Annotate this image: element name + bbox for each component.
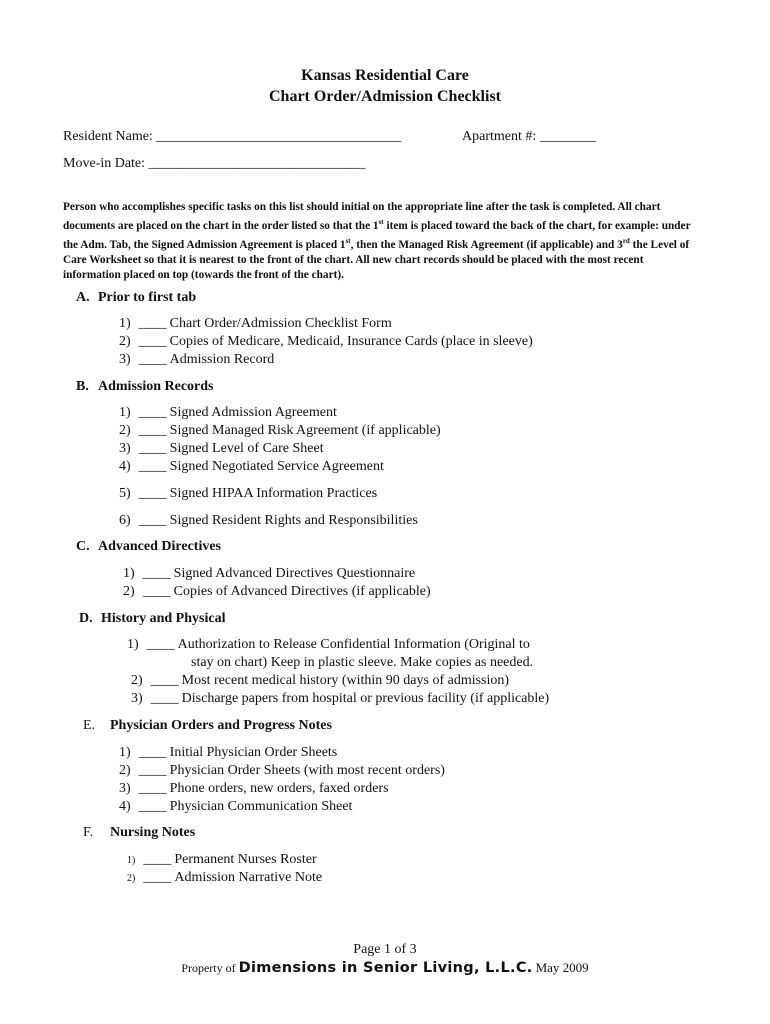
list-item: 3) ____ Discharge papers from hospital or previous facility (if applicable) — [131, 691, 550, 706]
list-item: 2) ____ Physician Order Sheets (with most recent orders) — [119, 763, 445, 778]
section-f-heading: F. Nursing Notes — [83, 825, 196, 840]
document-title-line2: Chart Order/Admission Checklist — [269, 88, 501, 105]
list-item: 1) ____ Initial Physician Order Sheets — [119, 745, 338, 760]
section-a-heading: A. Prior to first tab — [76, 290, 197, 305]
apartment-field: Apartment #: ________ — [462, 129, 596, 144]
company-name: Dimensions in Senior Living, L.L.C. — [238, 960, 533, 976]
property-footer: Property of Dimensions in Senior Living, L.L.C. May 2009 — [181, 960, 589, 976]
page-number: Page 1 of 3 — [353, 942, 417, 957]
list-item: 1) ____ Signed Admission Agreement — [119, 405, 337, 420]
list-item: 1) ____ Permanent Nurses Roster — [127, 852, 317, 867]
list-item: 1) ____ Chart Order/Admission Checklist Form — [119, 316, 392, 331]
section-e-heading: E. Physician Orders and Progress Notes — [83, 718, 332, 733]
section-d-heading: D. History and Physical — [79, 611, 226, 626]
list-item: 2) ____ Admission Narrative Note — [127, 870, 323, 885]
list-item: 2) ____ Signed Managed Risk Agreement (if applicable) — [119, 423, 441, 438]
list-item: 3) ____ Phone orders, new orders, faxed orders — [119, 781, 389, 796]
resident-name-field: Resident Name: ___________________________________ — [63, 129, 402, 144]
list-item-continuation: stay on chart) Keep in plastic sleeve. Make copies as needed. — [191, 655, 534, 670]
section-c-heading: C. Advanced Directives — [76, 539, 221, 554]
move-in-date-field: Move-in Date: _______________________________ — [63, 156, 366, 171]
list-item: 2) ____ Copies of Advanced Directives (if applicable) — [123, 584, 431, 599]
list-item: 2) ____ Most recent medical history (within 90 days of admission) — [131, 673, 510, 688]
document-title-line1: Kansas Residential Care — [301, 67, 469, 84]
list-item: 2) ____ Copies of Medicare, Medicaid, Insurance Cards (place in sleeve) — [119, 334, 533, 349]
list-item: 1) ____ Authorization to Release Confidential Information (Original to — [127, 637, 530, 652]
list-item: 5) ____ Signed HIPAA Information Practices — [119, 486, 378, 501]
list-item: 1) ____ Signed Advanced Directives Questionnaire — [123, 566, 416, 581]
list-item: 4) ____ Physician Communication Sheet — [119, 799, 353, 814]
section-b-heading: B. Admission Records — [76, 379, 214, 394]
list-item: 4) ____ Signed Negotiated Service Agreement — [119, 459, 384, 474]
list-item: 3) ____ Signed Level of Care Sheet — [119, 441, 324, 456]
list-item: 3) ____ Admission Record — [119, 352, 275, 367]
instructions-paragraph: Person who accomplishes specific tasks on this list should initial on the appropriate line after the task is completed. All chart documents are placed on the chart in the order listed so that the 1st item is placed toward the back of the chart, for example: under the Adm. Tab, the Signed Admission Agreement is placed 1st, then the Managed Risk Agreement (if applicable) and 3rd the Level of Care Worksheet so that it is nearest to the front of the chart. All new chart records should be placed with the most recent information placed on top (towards the front of the chart). — [63, 201, 691, 282]
list-item: 6) ____ Signed Resident Rights and Responsibilities — [119, 513, 418, 528]
